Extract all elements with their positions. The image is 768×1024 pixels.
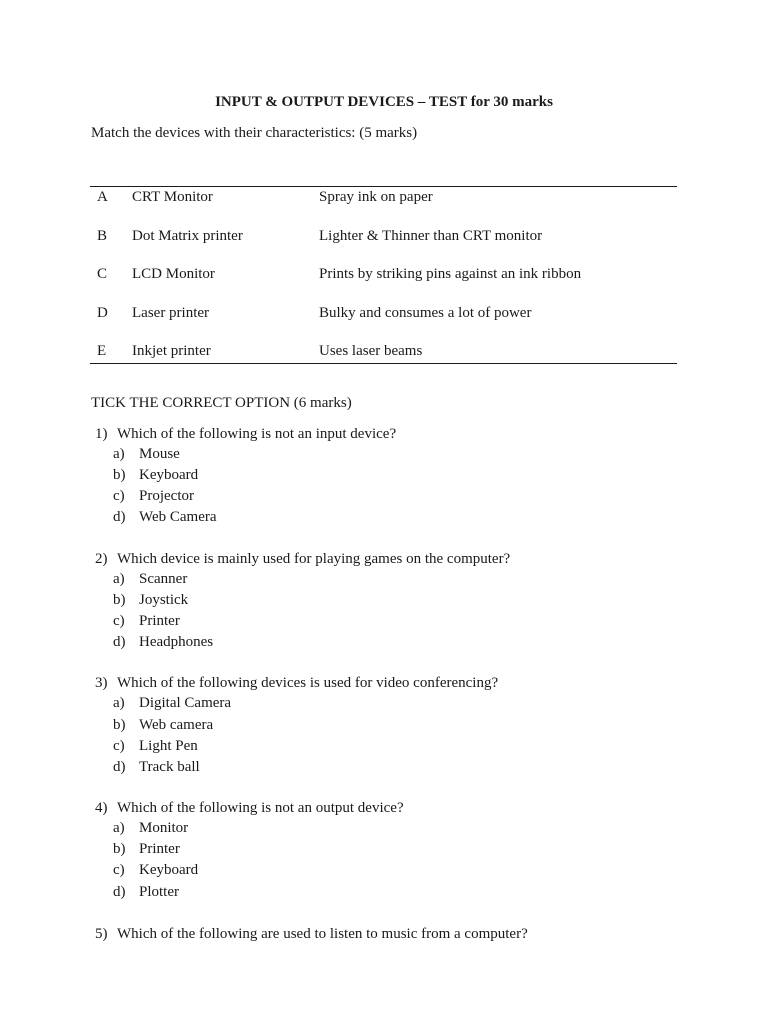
option-label: c) [113,738,125,754]
page-title: INPUT & OUTPUT DEVICES – TEST for 30 marks [215,94,553,110]
option-label: d) [113,759,126,775]
match-characteristic: Bulky and consumes a lot of power [319,305,532,321]
question-text [95,801,404,816]
option-text: Web camera [139,717,214,733]
match-letter: A [97,189,108,205]
option-label: c) [113,862,125,878]
option-text: Keyboard [139,862,199,878]
match-letter: B [97,228,108,244]
option-d[interactable] [113,510,217,525]
match-characteristic: Prints by striking pins against an ink ribbon [319,266,582,282]
option-label: b) [113,841,126,857]
option-label: a) [113,695,125,711]
question-text [95,552,510,567]
question-number: 4) [95,800,108,816]
option-b[interactable] [113,842,180,857]
match-letter: E [97,343,107,359]
question-number: 3) [95,675,108,691]
match-device: Inkjet printer [132,343,211,359]
match-row-a [90,190,677,210]
option-a[interactable] [113,572,187,587]
match-row-b [90,229,677,249]
option-label: d) [113,884,126,900]
match-device: LCD Monitor [132,266,215,282]
question-prompt: Which of the following is not an output device? [117,800,404,816]
match-letter: C [97,266,108,282]
question-text [95,427,396,442]
option-text: Keyboard [139,467,199,483]
match-letter: D [97,305,108,321]
option-label: b) [113,717,126,733]
option-c[interactable] [113,614,180,629]
question-number: 2) [95,551,108,567]
option-a[interactable] [113,821,188,836]
option-text: Track ball [139,759,200,775]
option-text: Headphones [139,634,214,650]
option-b[interactable] [113,718,213,733]
question-text [95,676,498,691]
option-c[interactable] [113,739,198,754]
option-text: Projector [139,488,194,504]
option-c[interactable] [113,863,198,878]
question-prompt: Which device is mainly used for playing games on the computer? [117,551,511,567]
option-label: c) [113,613,125,629]
match-row-e [90,344,677,364]
option-label: b) [113,467,126,483]
option-text: Digital Camera [139,695,232,711]
match-row-d [90,306,677,326]
match-characteristic: Spray ink on paper [319,189,433,205]
option-label: c) [113,488,125,504]
option-text: Light Pen [139,738,198,754]
match-characteristic: Lighter & Thinner than CRT monitor [319,228,543,244]
option-label: b) [113,592,126,608]
option-text: Joystick [139,592,189,608]
option-b[interactable] [113,468,198,483]
option-text: Scanner [139,571,188,587]
option-c[interactable] [113,489,194,504]
option-d[interactable] [113,760,200,775]
option-a[interactable] [113,447,180,462]
question-prompt: Which of the following is not an input device? [117,426,397,442]
option-b[interactable] [113,593,188,608]
option-label: a) [113,571,125,587]
option-text: Printer [139,613,180,629]
option-label: a) [113,446,125,462]
question-number: 1) [95,426,108,442]
option-d[interactable] [113,635,213,650]
question-number: 5) [95,926,108,942]
match-instruction: Match the devices with their characteristics: (5 marks) [91,125,418,141]
match-table [90,186,677,364]
option-label: a) [113,820,125,836]
option-text: Mouse [139,446,180,462]
option-label: d) [113,634,126,650]
option-d[interactable] [113,885,179,900]
match-characteristic: Uses laser beams [319,343,423,359]
question-prompt: Which of the following are used to listen to music from a computer? [117,926,528,942]
option-text: Plotter [139,884,179,900]
question-text [95,927,528,942]
match-device: Laser printer [132,305,210,321]
option-label: d) [113,509,126,525]
match-device: CRT Monitor [132,189,213,205]
match-device: Dot Matrix printer [132,228,243,244]
tick-section-heading: TICK THE CORRECT OPTION (6 marks) [91,395,352,411]
question-prompt: Which of the following devices is used for video conferencing? [117,675,499,691]
option-a[interactable] [113,696,231,711]
option-text: Web Camera [139,509,217,525]
option-text: Monitor [139,820,189,836]
option-text: Printer [139,841,180,857]
match-row-c [90,267,677,287]
